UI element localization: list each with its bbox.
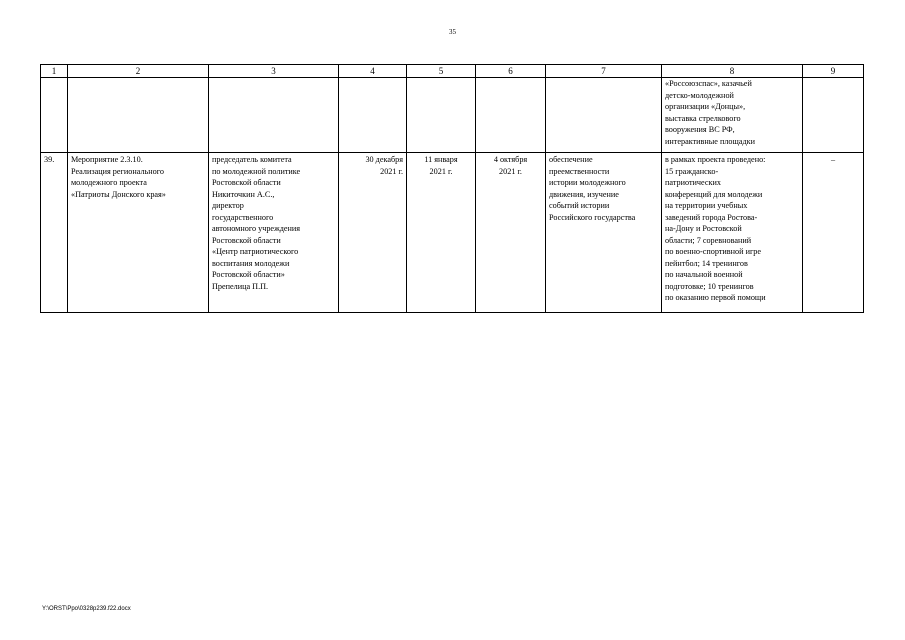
text-line: директор [212, 201, 244, 210]
cont-cell-9 [803, 78, 864, 153]
event-name-text [71, 154, 205, 200]
text-line: 2021 г. [429, 166, 453, 176]
table-row [41, 153, 864, 313]
text-line: Препелица П.П. [212, 281, 269, 291]
header-cell-7: 7 [546, 65, 662, 78]
cont-cell-8-results [662, 78, 803, 153]
start-date-text [410, 154, 472, 177]
actual-result-text [665, 154, 799, 304]
text-line: области; 7 соревнований [665, 235, 752, 245]
text-line: выставка стрелкового [665, 113, 741, 123]
header-cell-9: 9 [803, 65, 864, 78]
text-line: детско-молодежной [665, 90, 734, 100]
text-line: Ростовской области [212, 178, 281, 187]
text-line: государственного [212, 212, 274, 222]
file-path-footer: Y:\ORST\Ppo\0328p239.f22.docx [42, 606, 131, 612]
text-line: «Патриоты Донского края» [71, 189, 166, 199]
text-line: вооружения ВС РФ, [665, 125, 735, 134]
actual-result-cell [662, 153, 803, 313]
text-line: Ростовской области» [212, 270, 285, 279]
responsible-text [212, 154, 335, 292]
text-line: Никиточкин А.С., [212, 189, 275, 199]
cont-cell-2 [68, 78, 209, 153]
text-line: воспитания молодежи [212, 258, 290, 268]
cont-cell-7 [546, 78, 662, 153]
header-cell-6: 6 [476, 65, 546, 78]
header-cell-8: 8 [662, 65, 803, 78]
text-line: в рамках проекта проведено: [665, 155, 766, 164]
header-cell-4: 4 [339, 65, 407, 78]
text-line: на-Дону и Ростовской [665, 224, 742, 233]
expected-result-cell [546, 153, 662, 313]
planned-date-text [342, 154, 403, 177]
expected-result-text [549, 154, 658, 223]
text-line: по начальной военной [665, 270, 743, 279]
cont-cell-5 [407, 78, 476, 153]
text-line: преемственности [549, 166, 610, 176]
text-line: «Россоюзспас», казачьей [665, 79, 752, 88]
text-line: 2021 г. [499, 166, 522, 176]
text-line: по молодежной политике [212, 166, 301, 176]
text-line: конференций для молодежи [665, 189, 763, 199]
cont-cell-3 [209, 78, 339, 153]
cont-cell-4 [339, 78, 407, 153]
text-line: 30 декабря [365, 155, 403, 164]
text-line: 4 октября [493, 155, 528, 164]
text-line: «Центр патриотического [212, 247, 299, 256]
header-cell-5: 5 [407, 65, 476, 78]
text-line: подготовке; 10 тренингов [665, 281, 754, 291]
end-date-cell [476, 153, 546, 313]
text-line: молодежного проекта [71, 178, 147, 187]
text-line: по оказанию первой помощи [665, 293, 766, 302]
text-line: движения, изучение [549, 189, 619, 199]
cont-results-text [665, 78, 799, 147]
text-line: организации «Донцы», [665, 102, 746, 111]
text-line: событий истории [549, 201, 610, 210]
header-cell-2: 2 [68, 65, 209, 78]
event-name-cell [68, 153, 209, 313]
text-line: истории молодежного [549, 178, 626, 187]
responsible-cell [209, 153, 339, 313]
text-line: заведений города Ростова- [665, 212, 758, 222]
notes-cell: – [803, 153, 864, 313]
text-line: Российского государства [549, 212, 636, 222]
text-line: автономного учреждения [212, 224, 301, 233]
start-date-cell [407, 153, 476, 313]
text-line: 2021 г. [380, 166, 403, 176]
text-line: пейнтбол; 14 тренингов [665, 258, 748, 268]
text-line: 15 гражданско- [665, 166, 719, 176]
events-table [40, 64, 864, 313]
continuation-row [41, 78, 864, 153]
planned-date-cell [339, 153, 407, 313]
header-cell-3: 3 [209, 65, 339, 78]
text-line: Реализация регионального [71, 166, 164, 176]
header-cell-1: 1 [41, 65, 68, 78]
cont-cell-6 [476, 78, 546, 153]
text-line: 11 января [424, 155, 458, 164]
text-line: по военно-спортивной игре [665, 247, 762, 256]
text-line: Мероприятие 2.3.10. [71, 155, 143, 164]
text-line: интерактивные площадки [665, 136, 755, 146]
row-number-cell: 39. [41, 153, 68, 313]
page-number: 35 [449, 28, 456, 36]
text-line: обеспечение [549, 155, 593, 164]
text-line: на территории учебных [665, 201, 748, 210]
text-line: председатель комитета [212, 155, 292, 164]
header-row [41, 65, 864, 78]
text-line: Ростовской области [212, 235, 281, 245]
end-date-text [479, 154, 542, 177]
cont-cell-1 [41, 78, 68, 153]
text-line: патриотических [665, 178, 721, 187]
